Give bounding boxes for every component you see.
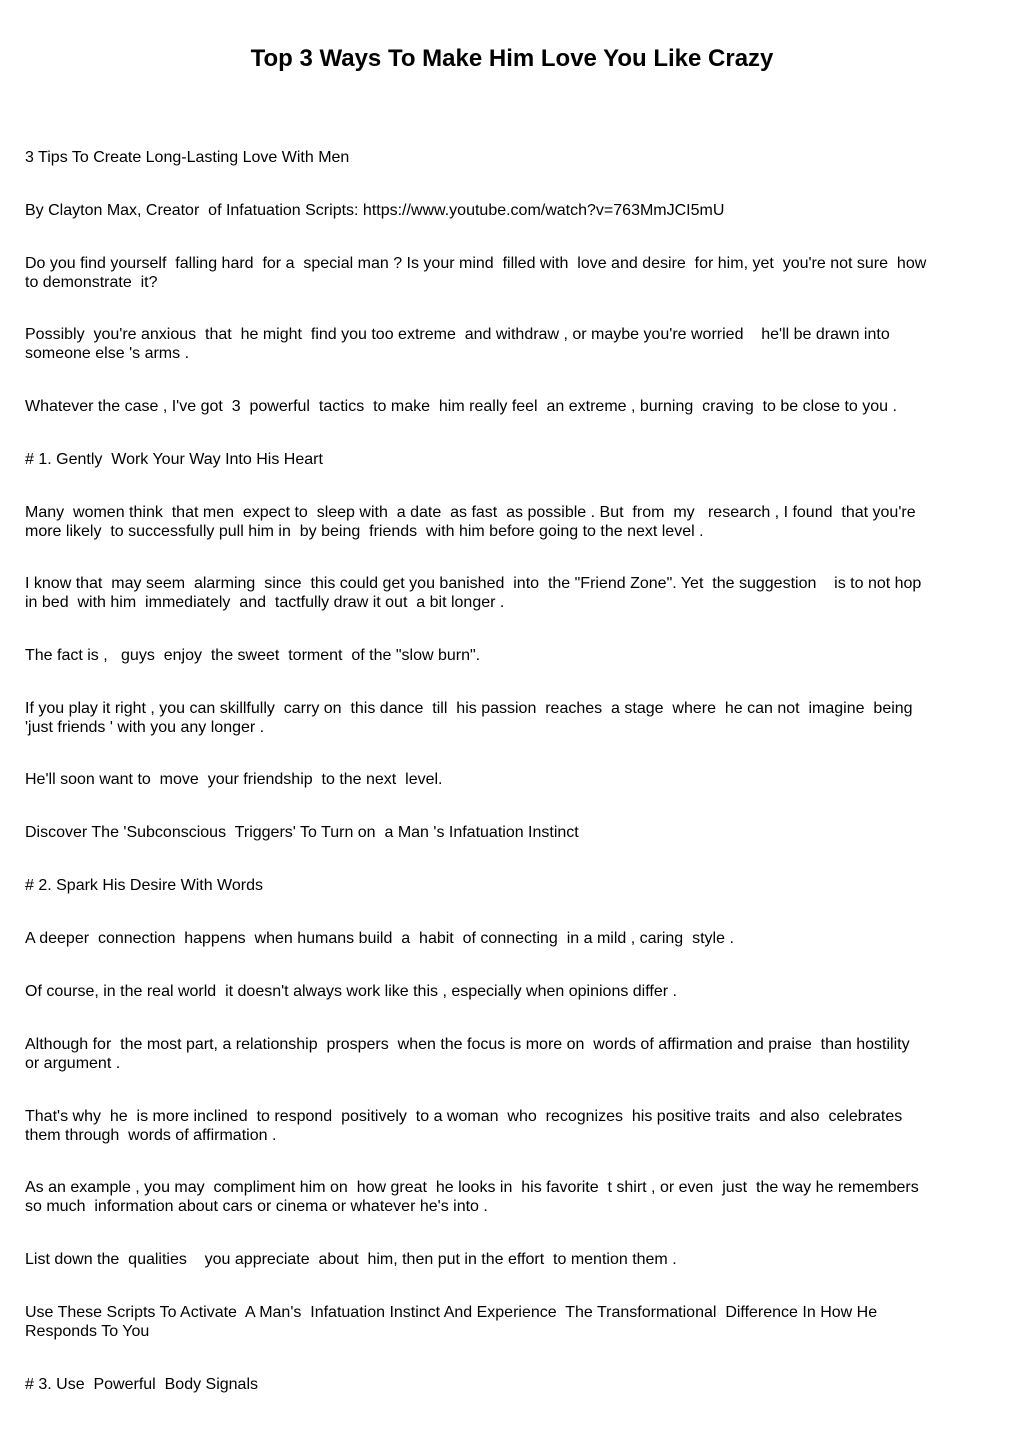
body-paragraph: Use These Scripts To Activate A Man's Infatuation Instinct And Experience The Transformational Difference In How He Responds To You — [25, 1304, 878, 1340]
section-heading: # 3. Use Powerful Body Signals — [25, 1376, 259, 1393]
body-paragraph: A deeper connection happens when humans build a habit of connecting in a mild , caring style . — [25, 930, 734, 947]
byline-paragraph: By Clayton Max, Creator of Infatuation Scripts: https://www.youtube.com/watch?v=763MmJCI5mU — [25, 202, 725, 219]
section-heading: # 2. Spark His Desire With Words — [25, 877, 263, 894]
body-paragraph: Do you find yourself falling hard for a special man ? Is your mind filled with love and desire for him, yet you're not sure how to demonstrate it? — [25, 255, 927, 291]
body-paragraph: Possibly you're anxious that he might find you too extreme and withdraw , or maybe you're worried he'll be drawn into someone else 's arms . — [25, 326, 890, 362]
body-paragraph: Of course, in the real world it doesn't always work like this , especially when opinions differ . — [25, 983, 677, 1000]
section-heading: # 1. Gently Work Your Way Into His Heart — [25, 451, 323, 468]
subtitle-paragraph: 3 Tips To Create Long-Lasting Love With Men — [25, 149, 350, 166]
body-paragraph: He'll soon want to move your friendship to the next level. — [25, 771, 443, 788]
body-paragraph: Many women think that men expect to sleep with a date as fast as possible . But from my research , I found that you're more likely to successfully pull him in by being friends with him before going to the next level . — [25, 504, 916, 540]
body-paragraph: Although for the most part, a relationship prospers when the focus is more on words of affirmation and praise than hostility or argument . — [25, 1036, 910, 1072]
body-paragraph: The fact is , guys enjoy the sweet torment of the "slow burn". — [25, 647, 481, 664]
body-paragraph: Discover The 'Subconscious Triggers' To Turn on a Man 's Infatuation Instinct — [25, 824, 579, 841]
body-paragraph: As an example , you may compliment him on how great he looks in his favorite t shirt , or even just the way he remembers so much information about cars or cinema or whatever he's into . — [25, 1179, 919, 1215]
document-title: Top 3 Ways To Make Him Love You Like Crazy — [250, 45, 774, 72]
body-paragraph: List down the qualities you appreciate about him, then put in the effort to mention them . — [25, 1251, 677, 1268]
body-paragraph: Whatever the case , I've got 3 powerful tactics to make him really feel an extreme , burning craving to be close to you . — [25, 398, 897, 415]
body-paragraph: If you play it right , you can skillfully carry on this dance till his passion reaches a stage where he can not imagine being 'just friends ' with you any longer . — [25, 700, 913, 736]
body-paragraph: I know that may seem alarming since this could get you banished into the "Friend Zone". Yet the suggestion is to not hop in bed with him immediately and tactfully draw it out a bit longer . — [25, 575, 922, 611]
body-paragraph: That's why he is more inclined to respond positively to a woman who recognizes his positive traits and also celebrates them through words of affirmation . — [25, 1108, 903, 1144]
